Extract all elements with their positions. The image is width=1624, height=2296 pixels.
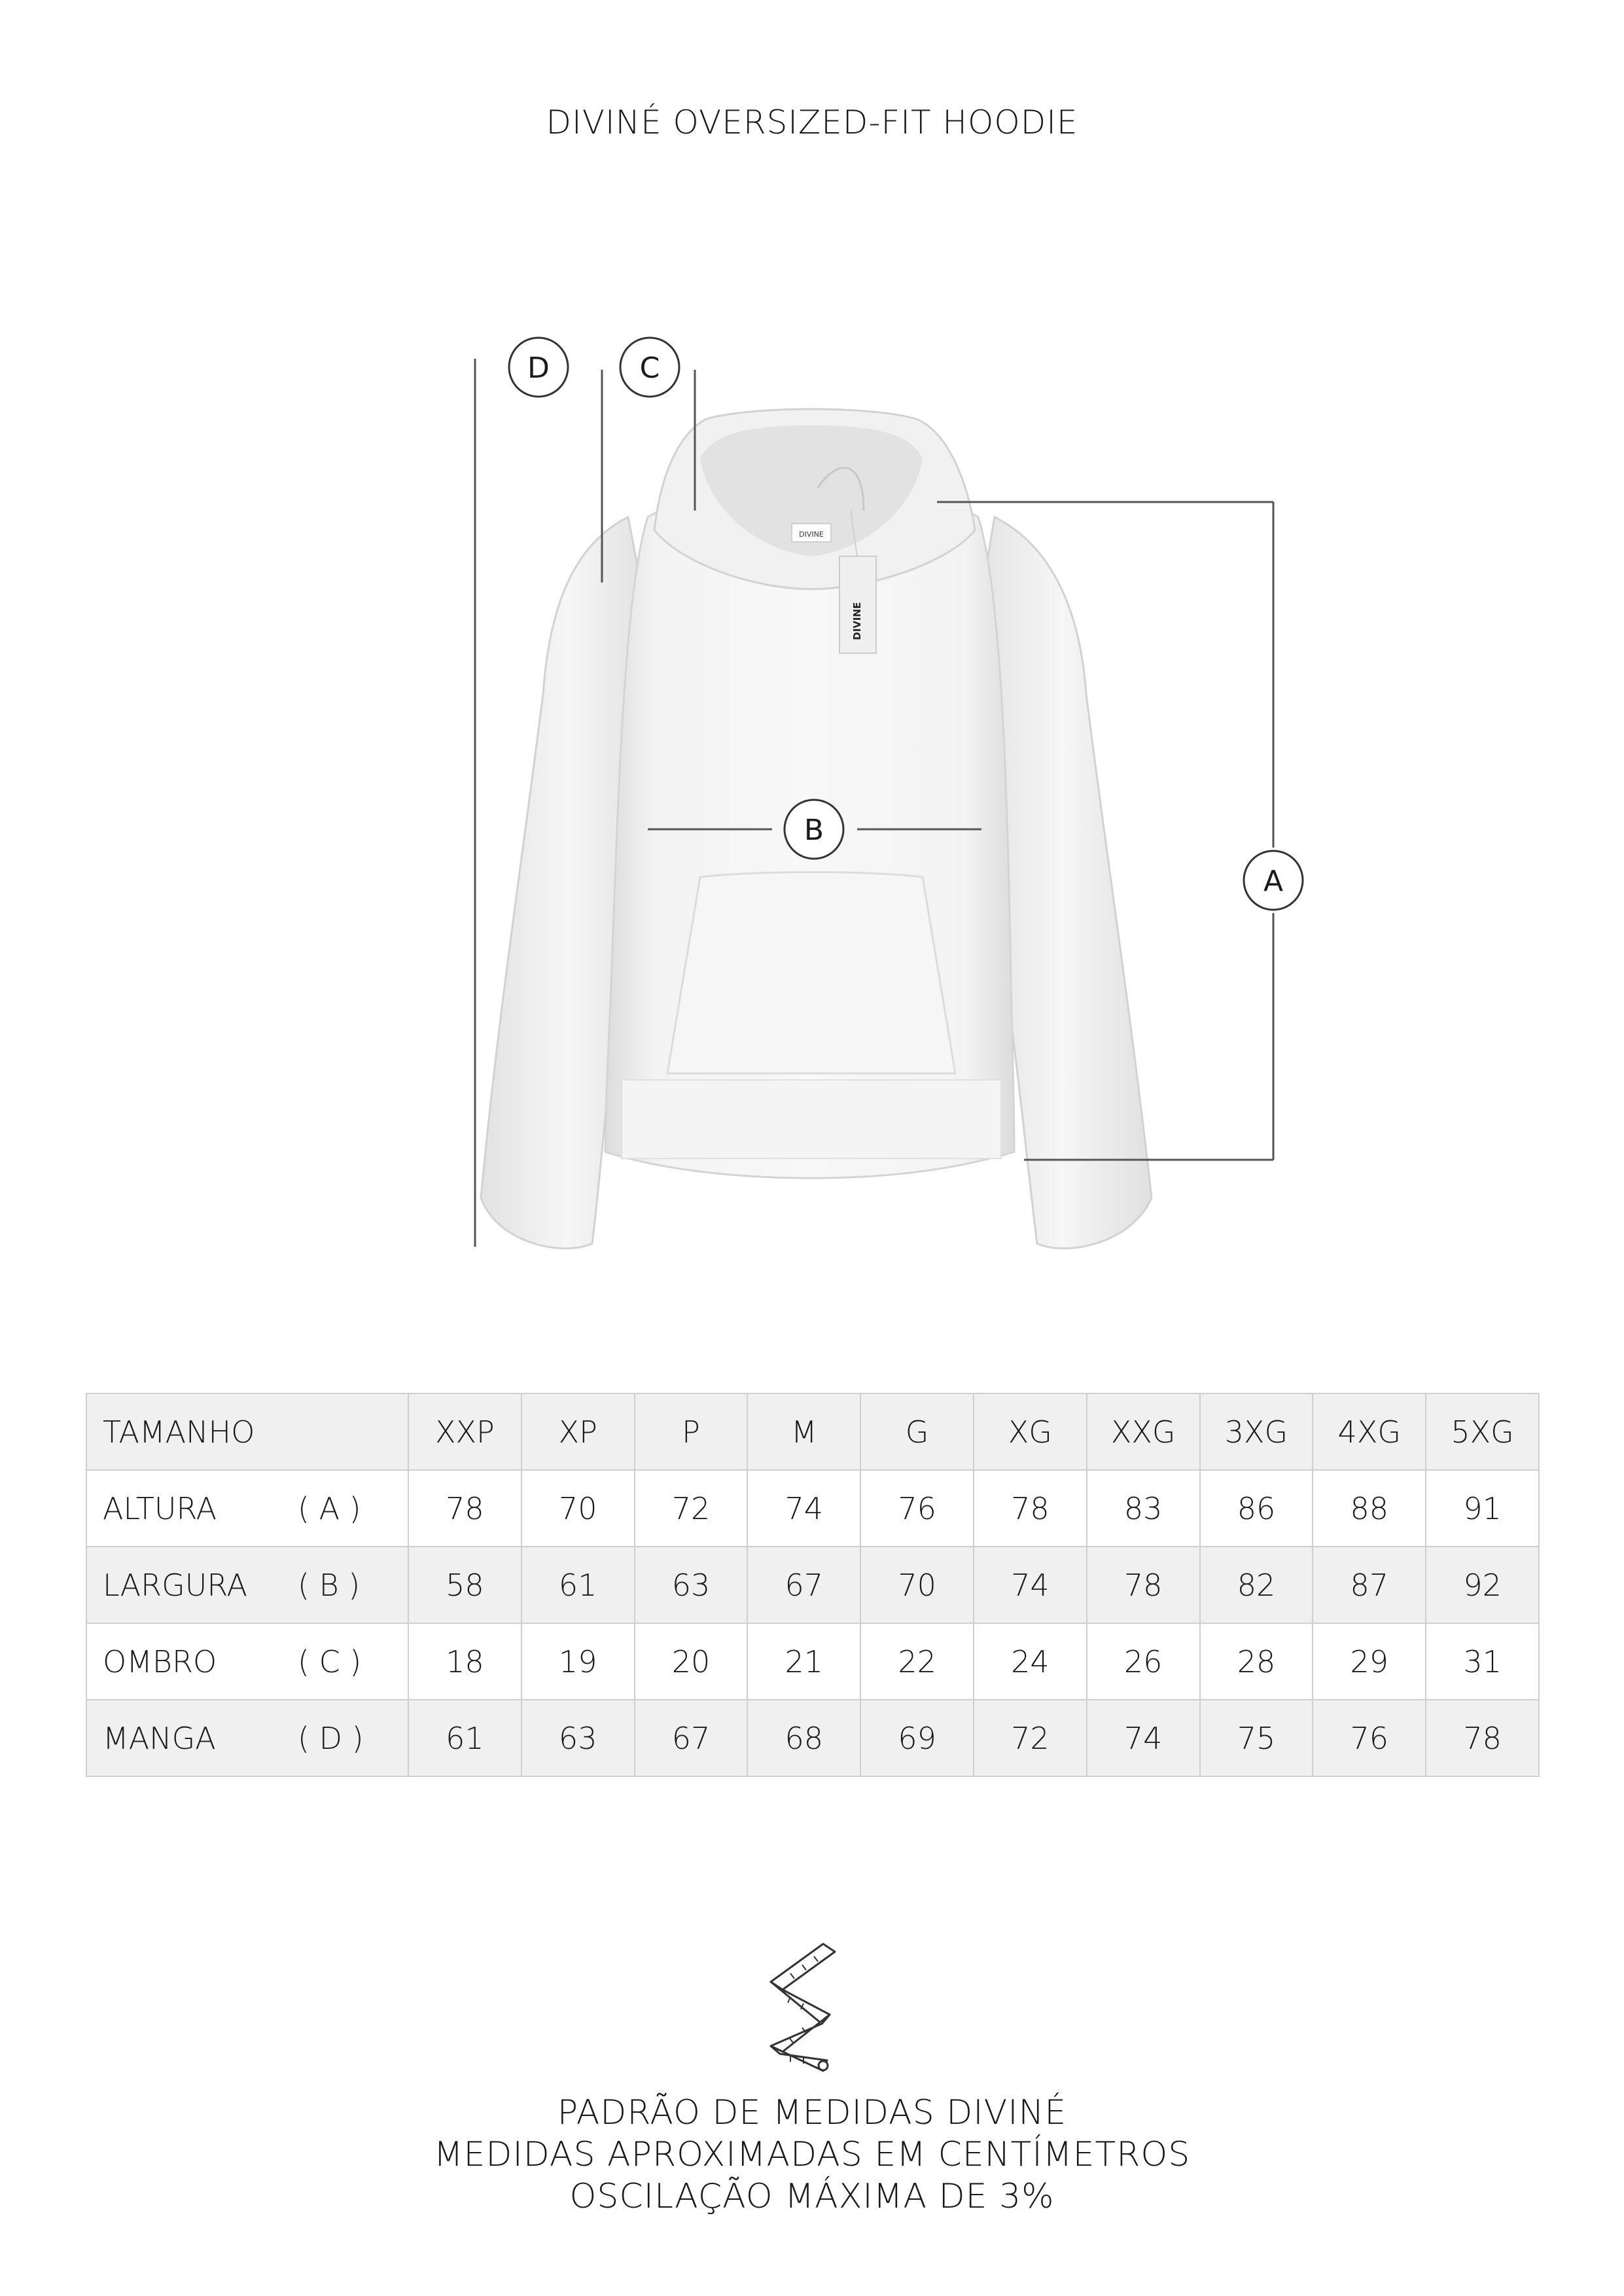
table-cell: 67 <box>747 1547 860 1623</box>
neck-label-text: DIVINE <box>799 530 824 539</box>
table-cell: 74 <box>747 1470 860 1547</box>
table-row <box>86 1623 1539 1700</box>
table-cell: 70 <box>521 1470 635 1547</box>
row-label <box>86 1547 408 1623</box>
size-header: G <box>860 1393 974 1470</box>
size-header: P <box>635 1393 748 1470</box>
table-cell: 78 <box>408 1470 521 1547</box>
size-header: XG <box>974 1393 1087 1470</box>
row-label <box>86 1623 408 1700</box>
size-header: XXG <box>1087 1393 1200 1470</box>
table-cell: 61 <box>521 1547 635 1623</box>
size-header: 5XG <box>1426 1393 1539 1470</box>
table-cell: 76 <box>860 1470 974 1547</box>
table-cell: 29 <box>1313 1623 1426 1700</box>
table-cell: 74 <box>1087 1700 1200 1776</box>
front-pocket <box>667 872 955 1074</box>
size-header: XP <box>521 1393 635 1470</box>
row-letter: ( C ) <box>298 1643 362 1679</box>
table-cell: 20 <box>635 1623 748 1700</box>
table-row <box>86 1700 1539 1776</box>
table-cell: 19 <box>521 1623 635 1700</box>
table-cell: 78 <box>1426 1700 1539 1776</box>
table-cell: 18 <box>408 1623 521 1700</box>
size-header: M <box>747 1393 860 1470</box>
row-label <box>86 1470 408 1547</box>
row-letter: ( B ) <box>298 1567 361 1603</box>
footer-notes <box>0 2092 1624 2217</box>
table-cell: 24 <box>974 1623 1087 1700</box>
row-name: MANGA <box>103 1720 216 1756</box>
marker-c-label: C <box>639 351 660 385</box>
table-cell: 63 <box>635 1547 748 1623</box>
marker-d-label: D <box>527 351 550 385</box>
table-cell: 26 <box>1087 1623 1200 1700</box>
row-letter: ( D ) <box>298 1720 364 1756</box>
table-cell: 69 <box>860 1700 974 1776</box>
table-cell: 91 <box>1426 1470 1539 1547</box>
table-cell: 28 <box>1200 1623 1313 1700</box>
table-header-row <box>86 1393 1539 1470</box>
size-header: XXP <box>408 1393 521 1470</box>
table-cell: 76 <box>1313 1700 1426 1776</box>
table-cell: 58 <box>408 1547 521 1623</box>
table-cell: 31 <box>1426 1623 1539 1700</box>
size-header: 3XG <box>1200 1393 1313 1470</box>
table-cell: 68 <box>747 1700 860 1776</box>
header-label: TAMANHO <box>86 1393 408 1470</box>
table-cell: 72 <box>974 1700 1087 1776</box>
measuring-tape-icon <box>764 1937 843 2081</box>
table-cell: 92 <box>1426 1547 1539 1623</box>
table-cell: 87 <box>1313 1547 1426 1623</box>
table-cell: 82 <box>1200 1547 1313 1623</box>
table-cell: 63 <box>521 1700 635 1776</box>
size-header: 4XG <box>1313 1393 1426 1470</box>
table-cell: 88 <box>1313 1470 1426 1547</box>
table-cell: 21 <box>747 1623 860 1700</box>
table-cell: 61 <box>408 1700 521 1776</box>
row-letter: ( A ) <box>298 1490 361 1526</box>
row-label <box>86 1700 408 1776</box>
footer-line: MEDIDAS APROXIMADAS EM CENTÍMETROS <box>433 2135 1191 2174</box>
row-name: OMBRO <box>103 1643 217 1679</box>
table-cell: 78 <box>1087 1547 1200 1623</box>
table-cell: 86 <box>1200 1470 1313 1547</box>
table-row <box>86 1470 1539 1547</box>
hang-tag-text: DIVINE <box>851 601 863 640</box>
table-cell: 74 <box>974 1547 1087 1623</box>
table-cell: 67 <box>635 1700 748 1776</box>
table-cell: 72 <box>635 1470 748 1547</box>
table-cell: 83 <box>1087 1470 1200 1547</box>
table-cell: 75 <box>1200 1700 1313 1776</box>
row-name: ALTURA <box>103 1490 217 1526</box>
table-cell: 22 <box>860 1623 974 1700</box>
table-cell: 70 <box>860 1547 974 1623</box>
size-table <box>86 1393 1540 1777</box>
page-title: DIVINÉ OVERSIZED-FIT HOODIE <box>546 103 1078 141</box>
table-row <box>86 1547 1539 1623</box>
footer-line: PADRÃO DE MEDIDAS DIVINÉ <box>557 2093 1067 2132</box>
footer-line: OSCILAÇÃO MÁXIMA DE 3% <box>569 2177 1055 2216</box>
hem-band <box>622 1080 1001 1158</box>
marker-a-label: A <box>1263 865 1284 898</box>
table-cell: 78 <box>974 1470 1087 1547</box>
marker-b-label: B <box>803 814 824 847</box>
row-name: LARGURA <box>103 1567 247 1603</box>
